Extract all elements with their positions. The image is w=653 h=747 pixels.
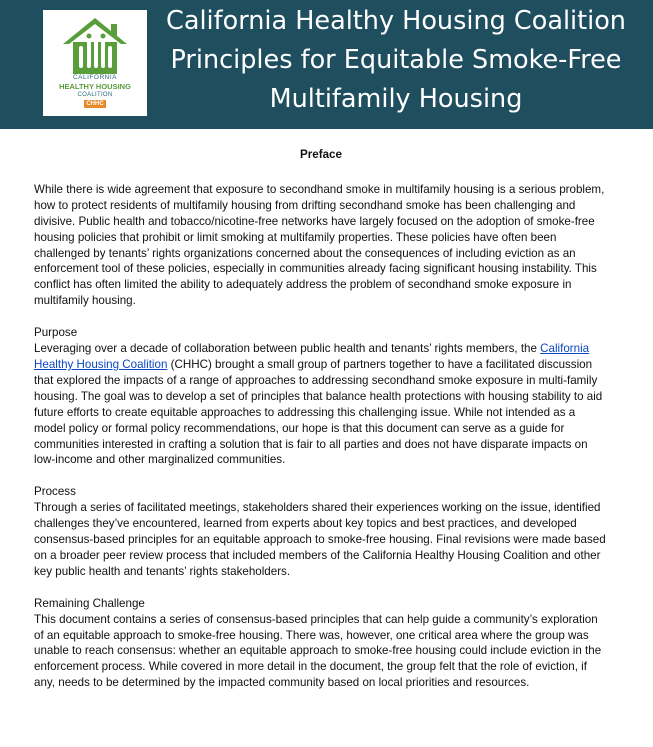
house-hands-logo-icon [61, 16, 129, 76]
header-banner [0, 0, 653, 129]
logo-badge: CHHC [84, 100, 106, 108]
title-line-3: Multifamily Housing [269, 84, 523, 114]
document-title [152, 2, 640, 119]
process-paragraph: Through a series of facilitated meetings, stakeholders shared their experiences working on the issue, identified challenges they’ve encountered, learned from experts about key topics and best practices, and developed consensus-based principles for an equitable approach to smoke-free housing. Final revisions were made based on a broader peer review process that included members of the California Healthy Housing Coalition and other key public health and tenants’ rights stakeholders. [34, 501, 606, 578]
chhc-logo [43, 10, 147, 116]
process-heading: Process [34, 485, 76, 499]
remaining-challenge-heading: Remaining Challenge [34, 596, 145, 610]
preface-title: Preface [300, 148, 342, 161]
title-line-2: Principles for Equitable Smoke-Free [170, 45, 622, 75]
purpose-heading: Purpose [34, 326, 78, 340]
chhc-link[interactable]: California Healthy Housing Coalition [34, 342, 590, 371]
logo-text-healthy-housing: HEALTHY HOUSING [59, 82, 131, 91]
remaining-challenge-paragraph: This document contains a series of consensus-based principles that can help guide a community’s exploration of an equitable approach to smoke-free housing. There was, however, one critical area where the group was unable to reach consensus: whether an equitable approach to smoke-free housing could include eviction in the enforcement process. While covered in more detail in the document, the group felt that the role of eviction, if any, needs to be determined by the impacted community based on local priorities and resources. [34, 612, 602, 690]
purpose-text-end: (CHHC) brought a small group of partners together to have a facilitated discussion that explored the impacts of a range of approaches to addressing secondhand smoke exposure in multi-family housing. The goal was to develop a set of principles that balance health protections with housing stability to aid future efforts to create equitable approaches to addressing this challenging issue. While not intended as a model policy or formal policy recommendations, our hope is that this document can serve as a guide for communities interested in crafting a solution that is fair to all parties and does not have disparate impacts on low-income and other marginalized communities. [34, 357, 603, 467]
purpose-paragraph [34, 341, 608, 468]
logo-text-california: CALIFORNIA [72, 74, 117, 81]
title-line-1: California Healthy Housing Coalition [166, 6, 626, 36]
document-body [34, 129, 608, 707]
preface-paragraph: While there is wide agreement that exposure to secondhand smoke in multifamily housing is a serious problem, how to protect residents of multifamily housing from drifting secondhand smoke has been challenging and divisive. Public health and tobacco/nicotine-free networks have largely focused on the adoption of smoke-free housing policies that prohibit or limit smoking at multifamily properties. These policies have often been challenged by tenants’ rights organizations concerned about the consequences of including eviction as an enforcement tool of these policies, especially in communities already facing significant housing instability. This conflict has often limited the ability to adequately address the problem of secondhand smoke exposure in multifamily housing. [34, 182, 605, 308]
logo-text-coalition: COALITION [77, 92, 113, 98]
purpose-text-start: Leveraging over a decade of collaboration between public health and tenants’ rights members, the [34, 342, 541, 356]
